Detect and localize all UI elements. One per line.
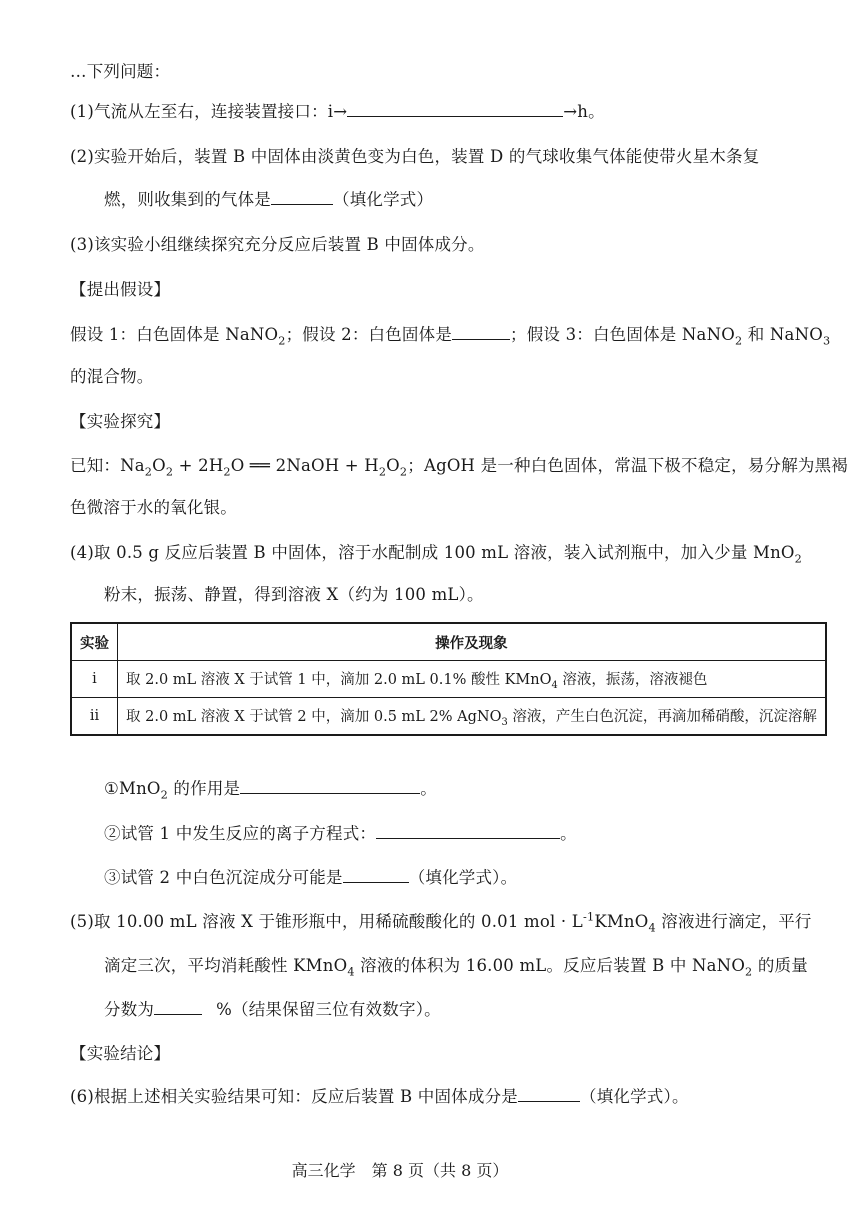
answer-blank-hypothesis[interactable] [452,322,510,340]
known-text: O ══ 2NaOH + H [230,456,379,475]
subscript: 2 [223,465,231,479]
question-5-text: 滴定三次，平均消耗酸性 KMnO [104,956,348,975]
question-5-line1 [70,908,812,934]
operation-text: 溶液，振荡，溶液褪色 [557,671,708,688]
answer-blank-sub1[interactable] [240,776,420,794]
known-text: 已知：Na [70,456,145,475]
hypothesis-1: 假设 1：白色固体是 NaNO [70,325,279,344]
answer-blank-q5[interactable] [154,997,202,1015]
subscript: 3 [501,716,508,728]
operation-text: 取 2.0 mL 溶液 X 于试管 2 中，滴加 0.5 mL 2% AgNO [126,708,502,725]
subscript: 2 [378,465,387,479]
answer-blank-sub3[interactable] [343,865,409,883]
answer-blank-1[interactable] [347,99,563,117]
sub-question-1-end: 。 [420,779,437,798]
subscript: 2 [399,465,408,479]
question-2-line1: (2)实验开始后，装置 B 中固体由淡黄色变为白色，装置 D 的气球收集气体能使带火星木条复 [70,147,760,166]
known-text: ；AgOH 是一种白色固体，常温下极不稳定，易分解为黑褐 [407,456,848,475]
question-4-line1 [70,539,802,565]
operation-text: 溶液，产生白色沉淀，再滴加稀硝酸，沉淀溶解 [507,708,817,725]
answer-blank-sub2[interactable] [376,821,560,839]
question-1-text: (1)气流从左至右，连接装置接口：i→ [70,102,348,121]
question-4-text: (4)取 0.5 g 反应后装置 B 中固体，溶于水配制成 100 mL 溶液，装入试剂瓶中，加入少量 MnO [70,543,795,562]
question-5-text: 溶液的体积为 16.00 mL。反应后装置 B 中 NaNO [354,956,746,975]
question-1 [70,98,605,122]
table-row [71,698,826,736]
page-footer: 高三化学 第 8 页（共 8 页） [291,1161,509,1180]
known-text: O [152,456,166,475]
subscript: 4 [347,965,355,979]
sub-question-3 [104,864,517,888]
sub-question-1 [104,775,437,801]
sub-question-2 [104,820,577,844]
operation-text: 取 2.0 mL 溶液 X 于试管 1 中，滴加 2.0 mL 0.1% 酸性 KMnO [126,671,552,688]
subscript: 2 [144,465,153,479]
hypothesis-2: ；假设 2：白色固体是 [285,325,453,344]
question-6-text: (6)根据上述相关实验结果可知：反应后装置 B 中固体成分是 [70,1087,518,1106]
subscript: 2 [278,334,286,348]
table-cell-id: i [71,661,118,698]
sub-question-2-text: ②试管 1 中发生反应的离子方程式： [104,824,377,843]
table-header-row [71,623,826,661]
table-cell-operation [118,698,826,736]
question-6 [70,1083,689,1107]
question-6-note: （填化学式）。 [580,1087,689,1106]
sub-question-2-end: 。 [560,824,577,843]
question-5-line3 [104,996,441,1020]
table-row [71,661,826,698]
question-2-note: （填化学式） [333,190,434,209]
question-5-line2 [104,952,808,978]
intro-fragment: …下列问题： [70,62,171,81]
question-5-text: 的质量 [752,956,808,975]
subscript: 2 [794,552,802,566]
hypothesis-line2: 的混合物。 [70,367,154,386]
table-header-experiment: 实验 [71,623,118,661]
hypothesis-3: ；假设 3：白色固体是 NaNO [510,325,735,344]
question-5-text: %（结果保留三位有效数字）。 [216,1000,441,1019]
question-5-text: 溶液进行滴定，平行 [655,912,812,931]
section-explore: 【实验探究】 [70,412,171,431]
sub-question-1-text: ①MnO [104,779,161,798]
subscript: 2 [160,788,168,802]
subscript: 2 [165,465,174,479]
answer-blank-q6[interactable] [518,1084,580,1102]
known-text: O [386,456,400,475]
table-cell-operation [118,661,826,698]
section-conclusion: 【实验结论】 [70,1044,171,1063]
question-5-text: KMnO [594,912,649,931]
sub-question-3-end: （填化学式）。 [408,868,518,887]
sub-question-1-text: 的作用是 [167,779,241,798]
question-4-line2: 粉末，振荡、静置，得到溶液 X（约为 100 mL）。 [104,585,484,604]
hypothesis-line1 [70,321,830,347]
question-1-tail: →h。 [563,102,605,121]
sub-question-3-text: ③试管 2 中白色沉淀成分可能是 [104,868,343,887]
hypothesis-3-and: 和 NaNO [742,325,823,344]
subscript: 4 [551,679,558,691]
answer-blank-2[interactable] [271,187,333,205]
subscript: 4 [648,921,656,935]
table-cell-id: ii [71,698,118,736]
subscript: 3 [822,334,831,348]
table-header-operation: 操作及现象 [118,623,826,661]
question-5-text: 分数为 [104,1000,155,1019]
subscript: 2 [745,965,753,979]
experiment-table [70,622,827,736]
superscript: -1 [582,910,595,924]
known-line1 [70,452,848,478]
known-line2: 色微溶于水的氧化银。 [70,498,237,517]
question-2-text: 燃，则收集到的气体是 [104,190,271,209]
question-3: (3)该实验小组继续探究充分反应后装置 B 中固体成分。 [70,235,485,254]
question-2-line2 [104,186,433,210]
known-text: + 2H [173,456,224,475]
question-5-text: (5)取 10.00 mL 溶液 X 于锥形瓶中，用稀硫酸酸化的 0.01 mol · L [70,912,583,931]
section-hypothesis: 【提出假设】 [70,280,171,299]
subscript: 2 [734,334,743,348]
